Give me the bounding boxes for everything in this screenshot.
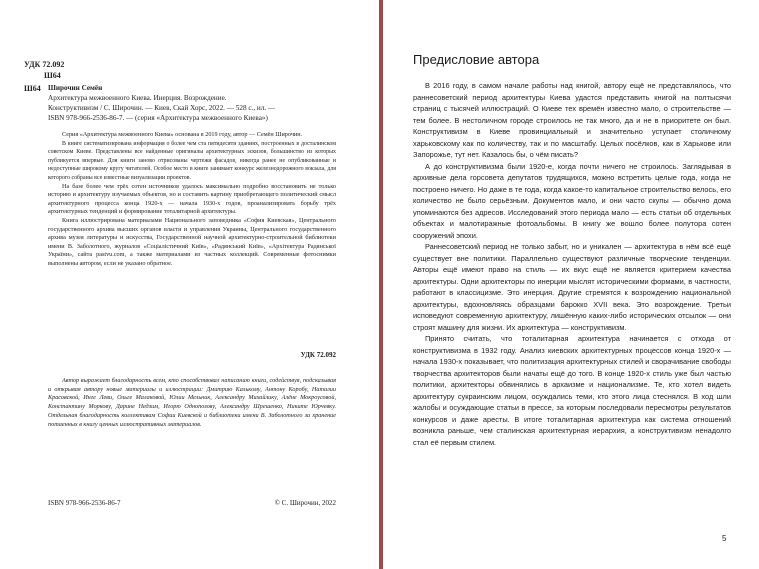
catalog-author: Широчин Семён xyxy=(48,84,103,92)
annotation-paragraph: Книга иллюстрирована материалами Национального заповедника «София Киевская», Центрального государственного архива высших органов власти и управления Украины, Центрального государственного архива музея литературы и искусства, Государственной научной архитектурно-строительной библиотеки имени В. Заболотного, журналов «Соціалістичний Київ», «Радянський Київ», «Архітектура Радянської України», сайта pastvu.com, а также материалами из частных коллекций. Современные фотоснимки выполнены автором, если не указано обратное. xyxy=(48,216,336,267)
acknowledgements: Автор выражает благодарность всем, кто способствовал написанию книги, содействуя, подсказывая и открывая автору новые материалы и иллюстрации: Дмитрию Калькому, Антону Коробу, Наталии Красовской, Инге Леви, Ольге Малаковой, Юлии Мельник, Александру Михайлику, Алёне Мокроусовой, Константину Моркову, Дарине Недзим, Игорю Однопозову, Александру Шрешенко, Никите Юрчевку. Отдельная благодарность коллективам Софии Киевской и библиотеки имени В. Заболотного за хранение потаенных в книгу ценных иллюстративных материалов. xyxy=(48,377,336,428)
preface-paragraph: Принято считать, что тоталитарная архитектура начинается с отхода от конструктивизма в 1932 году. Анализ киевских архитектурных процессов конца 1920-х — начала 1930-х показывает, что политизация архитектурных стилей и сворачивание свободы творчества архитекторов были начаты ещё до того. В конце 1920-х стиль уже был частью политики, архитекторы обвинялись в архаизме и национализме. Те, кто хотел видеть архитектуру сукраинским лицом, осуждались теми, кто этого лица стеснялся. В ход шли жалобы и осуждающие статьи в прессе, за которым последовали пересмотры результатов конкурсов и даже аресты. В итоге тоталитарная архитектура как система отношений возникла раньше, чем сталинская архитектурная иерархия, а конструктивизм ненадолго стал её первым стилем. xyxy=(413,334,731,447)
chapter-heading: Предисловие автора xyxy=(413,52,540,67)
page-number: 5 xyxy=(722,534,727,543)
catalog-title: Архитектура межвоенного Киева. Инерция. Возрождение. xyxy=(48,94,227,102)
catalog-isbn-series: ISBN 978-966-2536-86-7. — (серия «Архитектура межвоенного Киева») xyxy=(48,114,268,122)
udk-code-top: УДК 72.092 xyxy=(24,60,65,69)
left-page xyxy=(0,0,379,569)
author-mark-side: Ш64 xyxy=(24,84,41,93)
preface-text xyxy=(413,80,731,448)
copyright: © С. Широчин, 2022 xyxy=(274,499,336,507)
right-page xyxy=(383,0,759,569)
annotation-text xyxy=(48,131,336,269)
annotation-paragraph: В книге систематизирована информация о более чем ста пятидесяти зданиях, построенных в досталинском советском Киеве. Представлены все найденные оригиналы архитектурных эскизов, большинство из которых публикуется впервые. Для книги заново отрисованы чертежи фасадов, никогда ранее не опубликованные и недоступные широкому кругу читателей. Особое место в книге занимает конкурс железнодорожного вокзала, для которого собраны все известные визуализации проектов. xyxy=(48,140,336,181)
annotation-paragraph: Серия «Архитектура межвоенного Киева» основана в 2019 году, автор — Семён Широчин. xyxy=(62,131,303,138)
preface-paragraph: В 2016 году, в самом начале работы над книгой, автору ещё не представлялось, что раннесоветский период архитектуры Киева удастся представить книгой на полтысячи страниц с тысячей иллюстраций. О Киеве тех времён известно мало, о строительстве — тем более. В нестоличном городе строилось не так много, да и не в приоритете он был. Конструктивизм в Киеве провинциальный и значительно уступает столичному харьковскому как по количеству, так и по масштабу. Целых посёлков, как в Харькове или Запорожье, тут нет. Казалось бы, о чём писать? xyxy=(413,81,731,159)
isbn: ISBN 978-966-2536-86-7 xyxy=(48,499,121,507)
udk-code-bottom: УДК 72.092 xyxy=(300,351,336,359)
preface-paragraph: Раннесоветский период не только забыт, но и уникален — архитектура в нём всё ещё существует вне политики. Параллельно существуют различные творческие тенденции. Авторы ещё имеют право на стиль — их вкус ещё не является критерием качества архитектуры. Одни архитекторы по инерции мыслят историческими формами, в частности, работают в классицизме. Это инерция. Другие стремятся к возрождению национальной архитектуры, вдохновляясь образцами барокко XVII века. Это возрождение. Третьи исповедуют современную архитектуру, лишённую каких-либо исторических отсылок — они строят машину для жизни. Их архитектура — конструктивизм. xyxy=(413,242,731,332)
author-mark: Ш64 xyxy=(44,71,61,80)
catalog-imprint: Конструктивизм / С. Широчин. — Киев, Скай Хорс, 2022. — 528 с., ил. — xyxy=(48,104,276,112)
catalog-record xyxy=(48,83,338,123)
annotation-paragraph: На базе более чем трёх сотен источников удалось максимально подробно восстановить не только историю и архитектуру изучаемых объектов, но и составить картину приобретающего политический смысл архитектурного процесса конца 1920-х — начала 1930-х годов, проанализировать борьбу трёх архитектурных тенденций и формирование тоталитарной архитектуры. xyxy=(48,182,336,216)
preface-paragraph: А до конструктивизма были 1920-е, когда почти ничего не строилось. Заглядывая в архивные дела горсовета депутатов трудящихся, можно встретить целые года, когда не построено ничего. Но даже в те года, когда какое-то капитальное строительство велось, его количество не было серьёзным. Документов мало, и они часто скупы — обычно дома упоминаются без адресов. Исследований этого периода мало — есть статьи об отдельных объектах и малотиражные фотоальбомы. В книгу же вошло более полутора сотен сооружений эпохи. xyxy=(413,161,731,240)
